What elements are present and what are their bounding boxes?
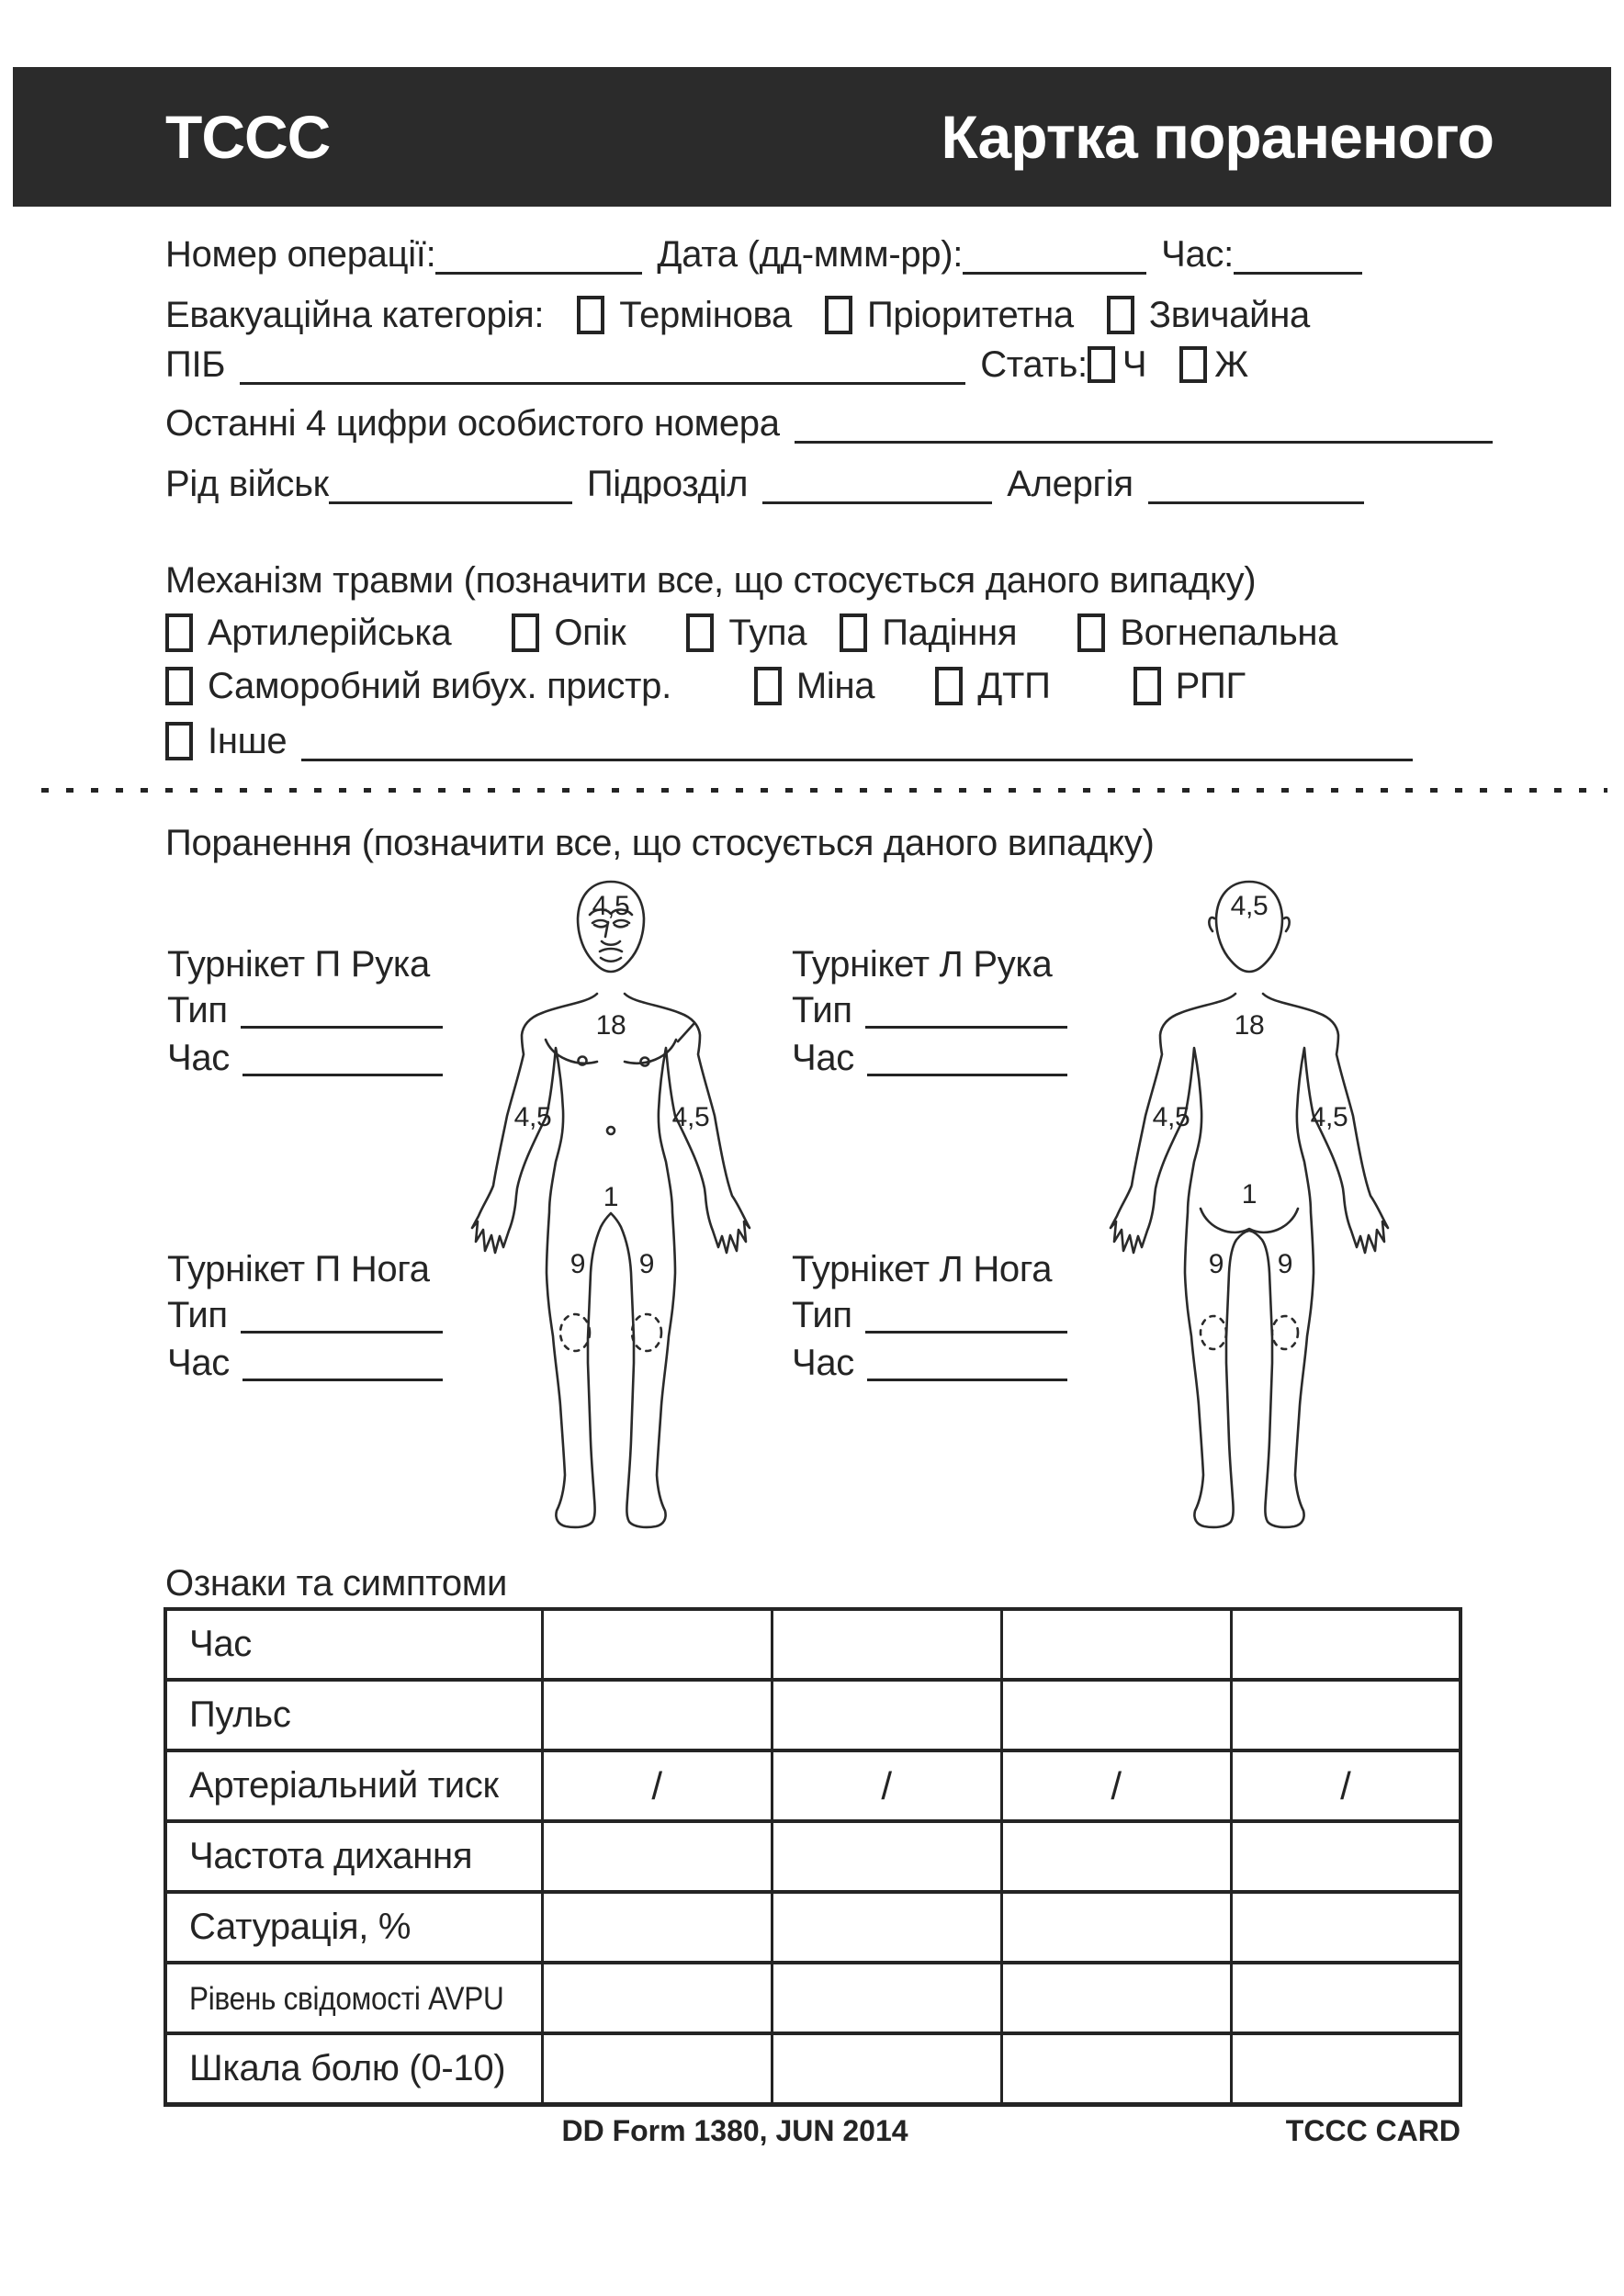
checkbox-blunt[interactable] [686,613,714,652]
checkbox-gunshot[interactable] [1077,613,1105,652]
vitals-cell[interactable] [1001,1609,1231,1680]
checkbox-sex-female[interactable] [1179,346,1207,383]
dashed-divider [41,788,1607,793]
tourniquet-type-field[interactable] [865,1331,1067,1334]
vitals-cell[interactable] [1231,1821,1460,1892]
type-label: Тип [792,989,852,1030]
vitals-row-label: Час [165,1609,542,1680]
tourniquet-right-leg-block [167,1247,443,1387]
zone-head-value: 4,5 [1230,891,1269,921]
sex-label: Стать: [980,343,1088,385]
last4-field[interactable] [795,441,1493,444]
operation-number-field[interactable] [435,272,642,275]
vitals-row-label: Пульс [165,1680,542,1750]
checkbox-evac-routine[interactable] [1107,296,1134,334]
unit-label: Підрозділ [586,463,749,504]
last4-label: Останні 4 цифри особистого номера [165,402,780,444]
vitals-table [164,1607,1462,2107]
mechanism-mva-label: ДТП [977,665,1051,706]
zone-thigh-value: 9 [638,1249,655,1279]
mechanism-gunshot-label: Вогнепальна [1120,612,1338,653]
mechanism-other-label: Інше [208,720,288,761]
mechanism-mine-label: Міна [795,665,875,706]
tourniquet-type-field[interactable] [241,1026,443,1029]
vitals-cell[interactable] [772,1680,1001,1750]
table-row [165,1750,1460,1821]
branch-field[interactable] [329,501,572,504]
tourniquet-type-field[interactable] [865,1026,1067,1029]
vitals-row-label: Сатурація, % [165,1892,542,1963]
type-label: Тип [167,1294,228,1335]
branch-line [165,461,1364,507]
mechanism-row-1 [165,610,1337,656]
zone-arm-value: 4,5 [1152,1102,1190,1132]
last4-line [165,400,1493,446]
mechanism-burn-label: Опік [554,612,626,653]
zone-groin-value: 1 [1241,1179,1257,1210]
mechanism-other-field[interactable] [301,759,1413,761]
zone-thigh-value: 9 [1208,1249,1224,1279]
vitals-cell[interactable] [542,1821,772,1892]
header-bar [13,67,1611,207]
name-line [165,342,1248,388]
table-row [165,2033,1460,2104]
vitals-cell[interactable]: / [1001,1750,1231,1821]
zone-torso-value: 18 [1234,1010,1265,1041]
checkbox-ied[interactable] [165,667,193,705]
vitals-cell[interactable] [1001,1821,1231,1892]
vitals-cell[interactable] [772,2033,1001,2104]
date-field[interactable] [963,272,1146,275]
vitals-cell[interactable] [1001,1892,1231,1963]
vitals-cell[interactable]: / [542,1750,772,1821]
tourniquet-title: Турнікет Л Рука [792,944,1053,985]
allergy-field[interactable] [1148,501,1364,504]
evac-urgent-label: Термінова [619,294,792,335]
checkbox-burn[interactable] [512,613,539,652]
vitals-row-label-text: Рівень свідомості AVPU [189,1981,504,2017]
mechanism-artillery-label: Артилерійська [208,612,452,653]
time-label: Час [792,1342,855,1383]
vitals-cell[interactable] [772,1963,1001,2033]
name-field[interactable] [240,382,965,385]
zone-arm-value: 4,5 [671,1102,710,1132]
vitals-cell[interactable] [542,2033,772,2104]
checkbox-other[interactable] [165,722,193,760]
tourniquet-time-field[interactable] [867,1379,1067,1381]
checkbox-artillery[interactable] [165,613,193,652]
vitals-heading: Ознаки та симптоми [165,1563,508,1604]
injury-heading: Поранення (позначити все, що стосується даного випадку) [165,823,1155,863]
time-label: Час [167,1037,231,1078]
table-row [165,1821,1460,1892]
tourniquet-time-field[interactable] [867,1074,1067,1076]
body-zone-numbers [1153,891,1348,1279]
vitals-cell[interactable] [1231,1680,1460,1750]
sex-male-label: Ч [1122,343,1147,385]
tourniquet-time-field[interactable] [242,1074,443,1076]
checkbox-rpg[interactable] [1133,667,1161,705]
zone-thigh-value: 9 [1277,1249,1293,1279]
vitals-row-label: Шкала болю (0-10) [165,2033,542,2104]
operation-number-label: Номер операції: [165,233,436,275]
checkbox-mva[interactable] [935,667,963,705]
mechanism-rpg-label: РПГ [1175,665,1246,706]
page-title: Картка пораненого [941,103,1494,171]
type-label: Тип [167,989,228,1030]
vitals-cell[interactable] [542,1963,772,2033]
tourniquet-title: Турнікет П Рука [167,944,430,985]
time-label: Час: [1161,233,1234,275]
table-row [165,1609,1460,1680]
mechanism-row-3 [165,718,1413,764]
evac-category-line [165,292,1310,338]
zone-groin-value: 1 [603,1182,619,1212]
evac-category-label: Евакуаційна категорія: [165,294,545,335]
tourniquet-type-field[interactable] [241,1331,443,1334]
operation-line [165,231,1362,277]
time-field[interactable] [1234,272,1362,275]
mechanism-blunt-label: Тупа [728,612,807,653]
name-label: ПІБ [165,343,226,385]
tourniquet-title: Турнікет П Нога [167,1249,430,1289]
mechanism-fall-label: Падіння [882,612,1018,653]
vitals-cell[interactable] [772,1821,1001,1892]
allergy-label: Алергія [1007,463,1133,504]
time-label: Час [792,1037,855,1078]
vitals-cell[interactable]: / [1231,1750,1460,1821]
vitals-cell[interactable] [542,1609,772,1680]
body-diagram-front[interactable] [450,876,772,1532]
unit-field[interactable] [762,501,992,504]
tourniquet-left-arm-block [792,942,1067,1082]
mechanism-row-2 [165,663,1246,709]
form-id: DD Form 1380, JUN 2014 [561,2114,908,2147]
table-row [165,1892,1460,1963]
tourniquet-title: Турнікет Л Нога [792,1249,1053,1289]
vitals-cell[interactable] [772,1609,1001,1680]
zone-torso-value: 18 [595,1010,626,1041]
body-diagram-back[interactable] [1088,876,1410,1532]
zone-arm-value: 4,5 [513,1102,552,1132]
table-row [165,1963,1460,2033]
vitals-cell[interactable] [1231,1609,1460,1680]
checkbox-evac-urgent[interactable] [577,296,604,334]
sex-female-label: Ж [1214,343,1248,385]
vitals-cell[interactable] [542,1680,772,1750]
zone-thigh-value: 9 [570,1249,586,1279]
vitals-row-label [165,1963,542,2033]
evac-priority-label: Пріоритетна [866,294,1074,335]
vitals-cell[interactable] [1231,1963,1460,2033]
mechanism-ied-label: Саморобний вибух. пристр. [208,665,671,706]
vitals-cell[interactable] [1231,2033,1460,2104]
tourniquet-right-arm-block [167,942,443,1082]
evac-routine-label: Звичайна [1148,294,1310,335]
zone-head-value: 4,5 [592,891,630,921]
mechanism-heading: Механізм травми (позначити все, що стосується даного випадку) [165,560,1257,601]
vitals-cell[interactable] [1001,2033,1231,2104]
date-label: Дата (дд-ммм-рр): [657,233,964,275]
vitals-row-label: Артеріальний тиск [165,1750,542,1821]
checkbox-fall[interactable] [840,613,867,652]
tourniquet-left-leg-block [792,1247,1067,1387]
vitals-cell[interactable] [1231,1892,1460,1963]
time-label: Час [167,1342,231,1383]
checkbox-evac-priority[interactable] [825,296,852,334]
checkbox-sex-male[interactable] [1088,346,1115,383]
vitals-cell[interactable] [1001,1963,1231,2033]
vitals-cell[interactable] [542,1892,772,1963]
tourniquet-time-field[interactable] [242,1379,443,1381]
zone-arm-value: 4,5 [1310,1102,1348,1132]
app-title: ТССС [165,103,331,171]
vitals-row-label: Частота дихання [165,1821,542,1892]
vitals-cell[interactable] [772,1892,1001,1963]
vitals-cell[interactable] [1001,1680,1231,1750]
vitals-cell[interactable]: / [772,1750,1001,1821]
checkbox-mine[interactable] [754,667,782,705]
table-row [165,1680,1460,1750]
type-label: Тип [792,1294,852,1335]
card-label: TCCC CARD [1285,2114,1460,2147]
branch-label: Рід військ [165,463,329,504]
